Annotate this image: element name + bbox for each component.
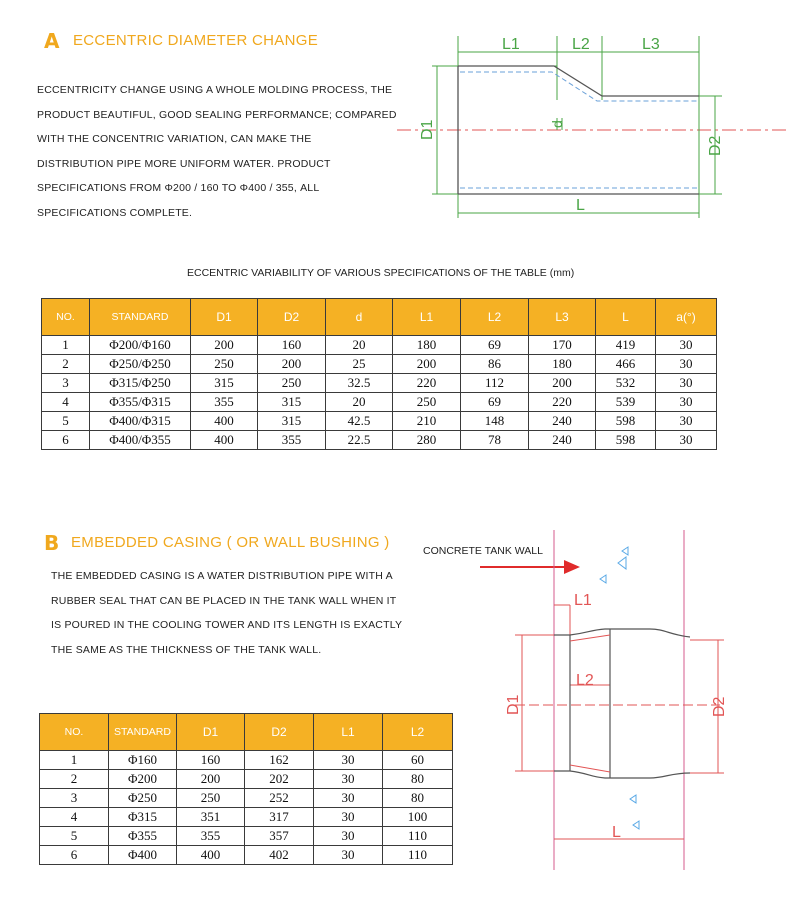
table-cell: 1 bbox=[40, 751, 109, 770]
col-l2: L2 bbox=[383, 714, 453, 751]
table-cell: 240 bbox=[529, 412, 596, 431]
label-d2: D2 bbox=[711, 696, 728, 717]
table-cell: 30 bbox=[656, 355, 717, 374]
label-l2: L2 bbox=[572, 36, 590, 53]
table-row bbox=[42, 412, 717, 431]
label-l: L bbox=[576, 197, 585, 214]
col-d1: D1 bbox=[191, 299, 258, 336]
table-cell: 1 bbox=[42, 336, 90, 355]
description-line: THE SAME AS THE THICKNESS OF THE TANK WALL. bbox=[51, 643, 322, 656]
table-cell: 6 bbox=[40, 846, 109, 865]
section-a-table-caption: ECCENTRIC VARIABILITY OF VARIOUS SPECIFICATIONS OF THE TABLE (mm) bbox=[187, 267, 575, 279]
table-row bbox=[40, 789, 453, 808]
table-cell: 69 bbox=[461, 393, 529, 412]
table-cell: 400 bbox=[177, 846, 245, 865]
table-cell: 280 bbox=[393, 431, 461, 450]
eccentric-reducer-diagram bbox=[392, 30, 792, 230]
table-cell: 252 bbox=[245, 789, 314, 808]
table-cell: 202 bbox=[245, 770, 314, 789]
table-cell: 22.5 bbox=[326, 431, 393, 450]
table-cell: 317 bbox=[245, 808, 314, 827]
table-cell: 250 bbox=[191, 355, 258, 374]
col-no: NO. bbox=[40, 714, 109, 751]
table-cell: Φ200/Φ160 bbox=[90, 336, 191, 355]
table-cell: 30 bbox=[314, 789, 383, 808]
table-cell: Φ315 bbox=[109, 808, 177, 827]
table-row bbox=[40, 827, 453, 846]
table-cell: 355 bbox=[177, 827, 245, 846]
table-cell: 598 bbox=[596, 431, 656, 450]
table-cell: 180 bbox=[529, 355, 596, 374]
table-cell: 200 bbox=[191, 336, 258, 355]
table-cell: 180 bbox=[393, 336, 461, 355]
label-l3: L3 bbox=[642, 36, 660, 53]
table-row bbox=[42, 393, 717, 412]
description-line: PRODUCT BEAUTIFUL, GOOD SEALING PERFORMANCE; COMPARED bbox=[37, 108, 397, 121]
label-d: d bbox=[549, 120, 565, 128]
description-line: ECCENTRICITY CHANGE USING A WHOLE MOLDING PROCESS, THE bbox=[37, 84, 393, 96]
table-cell: 539 bbox=[596, 393, 656, 412]
table-cell: 160 bbox=[177, 751, 245, 770]
col-d2: D2 bbox=[258, 299, 326, 336]
table-row bbox=[40, 808, 453, 827]
description-line: RUBBER SEAL THAT CAN BE PLACED IN THE TANK WALL WHEN IT bbox=[51, 594, 397, 607]
label-l2: L2 bbox=[576, 672, 594, 689]
table-cell: 200 bbox=[393, 355, 461, 374]
table-cell: 30 bbox=[656, 412, 717, 431]
col-d: d bbox=[326, 299, 393, 336]
table-row bbox=[42, 374, 717, 393]
table-cell: 2 bbox=[40, 770, 109, 789]
section-b-letter: B bbox=[44, 531, 60, 555]
extension-lines bbox=[515, 605, 724, 773]
table-row bbox=[42, 431, 717, 450]
table-cell: 220 bbox=[393, 374, 461, 393]
embedded-casing-diagram bbox=[470, 525, 790, 875]
table-cell: 315 bbox=[191, 374, 258, 393]
description-line: DISTRIBUTION PIPE MORE UNIFORM WATER. PRODUCT bbox=[37, 157, 331, 170]
extension-lines bbox=[432, 36, 722, 218]
table-cell: Φ355/Φ315 bbox=[90, 393, 191, 412]
table-cell: 240 bbox=[529, 431, 596, 450]
table-cell: 160 bbox=[258, 336, 326, 355]
label-l1: L1 bbox=[574, 592, 592, 609]
table-cell: 30 bbox=[314, 827, 383, 846]
table-cell: Φ400/Φ315 bbox=[90, 412, 191, 431]
col-l1: L1 bbox=[314, 714, 383, 751]
table-cell: Φ355 bbox=[109, 827, 177, 846]
table-cell: 2 bbox=[42, 355, 90, 374]
table-cell: 4 bbox=[42, 393, 90, 412]
table-cell: 402 bbox=[245, 846, 314, 865]
table-cell: Φ400 bbox=[109, 846, 177, 865]
table-cell: 112 bbox=[461, 374, 529, 393]
label-d1: D1 bbox=[505, 694, 522, 715]
table-cell: 60 bbox=[383, 751, 453, 770]
table-cell: 355 bbox=[191, 393, 258, 412]
table-cell: 110 bbox=[383, 827, 453, 846]
section-a-description bbox=[37, 78, 397, 225]
table-cell: 466 bbox=[596, 355, 656, 374]
label-d2: D2 bbox=[707, 135, 724, 156]
table-row bbox=[40, 846, 453, 865]
table-cell: 100 bbox=[383, 808, 453, 827]
table-cell: 25 bbox=[326, 355, 393, 374]
description-line: SPECIFICATIONS FROM Φ200 / 160 TO Φ400 / 355, ALL bbox=[37, 182, 320, 194]
table-cell: 210 bbox=[393, 412, 461, 431]
concrete-wall-label: CONCRETE TANK WALL bbox=[423, 545, 543, 557]
col-standard: STANDARD bbox=[109, 714, 177, 751]
section-a-letter: A bbox=[44, 29, 60, 53]
dimension-lines bbox=[437, 52, 715, 213]
description-line: THE EMBEDDED CASING IS A WATER DISTRIBUTION PIPE WITH A bbox=[51, 570, 393, 582]
section-b-description bbox=[51, 564, 402, 662]
table-cell: 400 bbox=[191, 412, 258, 431]
table-cell: 30 bbox=[314, 751, 383, 770]
dimension-lines bbox=[522, 605, 718, 839]
table-cell: 30 bbox=[656, 336, 717, 355]
table-cell: 20 bbox=[326, 393, 393, 412]
table-cell: 30 bbox=[314, 770, 383, 789]
description-line: SPECIFICATIONS COMPLETE. bbox=[37, 206, 193, 219]
table-cell: 532 bbox=[596, 374, 656, 393]
col-l1: L1 bbox=[393, 299, 461, 336]
table-row bbox=[40, 770, 453, 789]
table-cell: 162 bbox=[245, 751, 314, 770]
wall-arrow-head bbox=[564, 560, 580, 574]
table-cell: 598 bbox=[596, 412, 656, 431]
table-cell: Φ250/Φ250 bbox=[90, 355, 191, 374]
table-cell: 400 bbox=[191, 431, 258, 450]
col-l3: L3 bbox=[529, 299, 596, 336]
table-cell: 250 bbox=[393, 393, 461, 412]
col-no: NO. bbox=[42, 299, 90, 336]
table-cell: Φ315/Φ250 bbox=[90, 374, 191, 393]
table-cell: 315 bbox=[258, 412, 326, 431]
description-line: WITH THE CONCENTRIC VARIATION, CAN MAKE THE bbox=[37, 133, 312, 145]
table-cell: 69 bbox=[461, 336, 529, 355]
col-l: L bbox=[596, 299, 656, 336]
table-cell: 3 bbox=[42, 374, 90, 393]
table-cell: 250 bbox=[258, 374, 326, 393]
label-d1: D1 bbox=[419, 119, 436, 140]
table-cell: 419 bbox=[596, 336, 656, 355]
wall-hatch-marks bbox=[600, 547, 639, 829]
col-standard: STANDARD bbox=[90, 299, 191, 336]
col-d1: D1 bbox=[177, 714, 245, 751]
table-row bbox=[42, 336, 717, 355]
col-l2: L2 bbox=[461, 299, 529, 336]
eccentric-spec-table bbox=[41, 298, 717, 450]
table-cell: 200 bbox=[177, 770, 245, 789]
table-cell: 200 bbox=[258, 355, 326, 374]
table-cell: 78 bbox=[461, 431, 529, 450]
table-cell: 30 bbox=[656, 431, 717, 450]
col-angle: a(°) bbox=[656, 299, 717, 336]
table-cell: 220 bbox=[529, 393, 596, 412]
section-b-title: EMBEDDED CASING ( OR WALL BUSHING ) bbox=[71, 534, 390, 551]
table-cell: 148 bbox=[461, 412, 529, 431]
description-line: IS POURED IN THE COOLING TOWER AND ITS LENGTH IS EXACTLY bbox=[51, 619, 403, 631]
table-cell: 315 bbox=[258, 393, 326, 412]
table-cell: Φ160 bbox=[109, 751, 177, 770]
table-cell: 110 bbox=[383, 846, 453, 865]
table-cell: 30 bbox=[314, 846, 383, 865]
table-cell: 80 bbox=[383, 770, 453, 789]
label-l: L bbox=[612, 824, 621, 841]
inner-wall bbox=[570, 635, 610, 772]
table-cell: 32.5 bbox=[326, 374, 393, 393]
table-cell: 200 bbox=[529, 374, 596, 393]
casing-outline bbox=[554, 629, 690, 778]
table-cell: Φ250 bbox=[109, 789, 177, 808]
table-cell: 3 bbox=[40, 789, 109, 808]
table-header-row bbox=[40, 714, 453, 751]
table-row bbox=[42, 355, 717, 374]
table-cell: 20 bbox=[326, 336, 393, 355]
section-a-title: ECCENTRIC DIAMETER CHANGE bbox=[73, 32, 319, 49]
table-cell: 351 bbox=[177, 808, 245, 827]
embedded-casing-table bbox=[39, 713, 453, 865]
table-cell: 357 bbox=[245, 827, 314, 846]
table-cell: 4 bbox=[40, 808, 109, 827]
label-l1: L1 bbox=[502, 36, 520, 53]
table-header-row bbox=[42, 299, 717, 336]
table-cell: 30 bbox=[314, 808, 383, 827]
table-cell: 30 bbox=[656, 374, 717, 393]
table-cell: Φ200 bbox=[109, 770, 177, 789]
table-cell: 355 bbox=[258, 431, 326, 450]
table-cell: 250 bbox=[177, 789, 245, 808]
table-cell: 5 bbox=[42, 412, 90, 431]
table-cell: 6 bbox=[42, 431, 90, 450]
table-cell: 86 bbox=[461, 355, 529, 374]
table-cell: 5 bbox=[40, 827, 109, 846]
table-cell: 170 bbox=[529, 336, 596, 355]
col-d2: D2 bbox=[245, 714, 314, 751]
table-cell: 42.5 bbox=[326, 412, 393, 431]
table-cell: Φ400/Φ355 bbox=[90, 431, 191, 450]
table-cell: 30 bbox=[656, 393, 717, 412]
table-row bbox=[40, 751, 453, 770]
table-cell: 80 bbox=[383, 789, 453, 808]
